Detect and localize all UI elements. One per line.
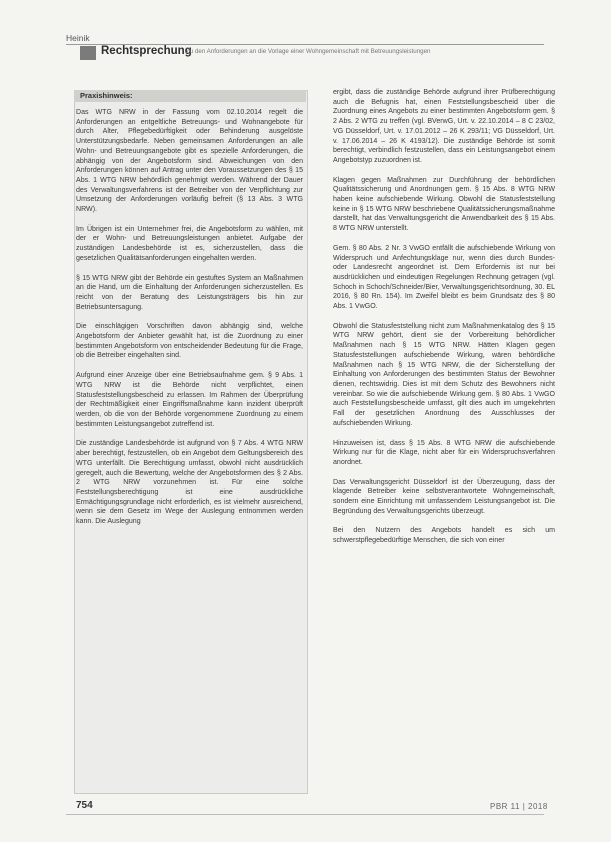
page-number: 754 <box>76 800 93 811</box>
section-title: Rechtsprechung <box>101 45 192 57</box>
issue-label: PBR 11 | 2018 <box>490 802 548 811</box>
section-marker <box>80 46 96 60</box>
left-paragraph: § 15 WTG NRW gibt der Behörde ein gestuftes System an Maßnahmen an die Hand, um die Einhaltung der Anforderungen sicherzustellen. Es reicht von der Beratung des Leistungsträgers bis hin zur Betriebsuntersagung. <box>76 274 303 311</box>
left-column <box>76 108 303 537</box>
right-paragraph: Obwohl die Statusfeststellung nicht zum Maßnahmenkatalog des § 15 WTG NRW gehört, dient sie der Vorbereitung behördlicher Maßnahmen nach § 15 WTG NRW. Hätten Klagen gegen Statusfeststellungen aufschiebende Wirkung, wären behördliche Maßnahmen nach § 15 WTG NRW, die der Sicherstellung der Einhaltung von Anforderungen des bestimmten Status der Bewohner dienen, rechtswidrig. Dies ist mit dem Schutz des Bewohners nicht vereinbar. So wie die aufschiebende Wirkung gem. § 80 Abs. 1 VwGO auch Feststellungsbescheide umfasst, gilt dies auch im umgekehrten Fall der gesetzlichen Anordnung des Ausschlusses der aufschiebenden Wirkung. <box>333 322 555 427</box>
right-paragraph: Das Verwaltungsgericht Düsseldorf ist der Überzeugung, dass der klagende Betreiber keine selbstverantwortete Wohngemeinschaft, sondern eine Einrichtung mit umfassendem Leistungsangebot ist. Die Begründung des Verwaltungsgerichts überzeugt. <box>333 478 555 515</box>
right-paragraph: Klagen gegen Maßnahmen zur Durchführung der behördlichen Qualitätssicherung und Anordnungen gem. § 15 Abs. 8 WTG NRW haben keine aufschiebende Wirkung. Obwohl die Statusfeststellung keine in § 15 WTG NRW beschriebene Qualitätssicherungsmaßnahme darstellt, hat das Verwaltungsgericht die Anwendbarkeit des § 15 Abs. 8 WTG NRW unterstellt. <box>333 176 555 233</box>
practice-box-title: Praxishinweis: <box>80 91 133 100</box>
section-subtitle: Zu den Anforderungen an die Vorlage einer Wohngemeinschaft mit Betreuungsleistungen <box>186 48 431 55</box>
left-paragraph: Die einschlägigen Vorschriften davon abhängig sind, welche Angebotsform der Anbieter gewählt hat, ist die Zuordnung zu einer bestimmten Angebotsform von entscheidender Bedeutung für die Frage, ob die Betreiber eingehalten sind. <box>76 323 303 360</box>
right-paragraph: Hinzuweisen ist, dass § 15 Abs. 8 WTG NRW die aufschiebende Wirkung nur für die Klage, nicht aber für ein Widerspruchsverfahren anordnet. <box>333 439 555 466</box>
right-paragraph: Gem. § 80 Abs. 2 Nr. 3 VwGO entfällt die aufschiebende Wirkung von Widerspruch und Anfechtungsklage nur, wenn dies durch Bundes- oder Landesrecht angeordnet ist. Dem Erfordernis ist nur bei ausdrücklichen und eindeutigen Regelungen Rechnung getragen (vgl. Schoch in Schoch/Schneider/Bier, Verwaltungsgerichtsordnung, 30. EL 2016, § 80 Rn. 154). Im Zweifel bleibt es beim Grundsatz des § 80 Abs. 1 VwGO. <box>333 244 555 311</box>
right-column <box>333 88 555 556</box>
footer-rule <box>66 814 544 815</box>
author-name: Heinik <box>66 33 90 43</box>
left-paragraph: Das WTG NRW in der Fassung vom 02.10.2014 regelt die Anforderungen an entgeltliche Betreuungs- und Wohnangebote für durch Alter, Pflegebedürftigkeit oder Behinderung ausgelöste Unterstützungsbedarfe. Neben gemeinsamen Anforderungen an alle Wohn- und Betreuungsangebote gibt es spezielle Anforderungen, die abhängig von der Angebotsform sind. Abweichungen von den Anforderungen können auf Antrag unter den Voraussetzungen des § 15 Abs. 1 WTG NRW behördlich genehmigt werden. Während der Dauer des Verwaltungsverfahrens ist der Betreiber von der Verpflichtung zur Umsetzung der Anforderungen vorläufig befreit (§ 13 Abs. 3 WTG NRW). <box>76 109 303 214</box>
right-paragraph: Bei den Nutzern des Angebots handelt es sich um schwerstpflegebedürftige Menschen, die sich von einer <box>333 527 555 545</box>
right-paragraph: ergibt, dass die zuständige Behörde aufgrund ihrer Prüfberechtigung auch die Befugnis hat, einen Feststellungsbescheid über die Zuordnung eines Angebots zu einer bestimmten Angebotsform gem. § 2 Abs. 2 WTG zu treffen (vgl. BVerwG, Urt. v. 22.10.2014 – 8 C 23/02, VG Düsseldorf, Urt. v. 17.01.2012 – 26 K 293/11; VG Düsseldorf, Urt. v. 17.06.2014 – 26 K 4193/12). Die zuständige Behörde ist somit berechtigt, verbindlich festzustellen, dass ein Leistungsangebot einem Angebotstyp zuzuordnen ist. <box>333 89 555 164</box>
left-paragraph: Im Übrigen ist ein Unternehmer frei, die Angebotsform zu wählen, mit der er Wohn- und Betreuungsleistungen anbietet. Aufgabe der zuständigen Landesbehörde ist es, sicherzustellen, dass die gesetzlichen Qualitätsanforderungen eingehalten werden. <box>76 225 303 262</box>
left-paragraph: Die zuständige Landesbehörde ist aufgrund von § 7 Abs. 4 WTG NRW aber berechtigt, festzustellen, ob ein Angebot dem Geltungsbereich des WTG unterfällt. Die Berechtigung umfasst, obwohl nicht ausdrücklich geregelt, auch die Bewertung, welche der Angebotsformen des § 2 Abs. 2 WTG NRW vorzunehmen ist. Für eine solche Feststellungsberechtigung ist eine ausdrückliche Ermächtigungsgrundlage nicht erforderlich, es ist vielmehr ausreichend, wenn sie dem Gesetz im Wege der Auslegung entnommen werden kann. Die Auslegung <box>76 440 303 526</box>
left-paragraph: Aufgrund einer Anzeige über eine Betriebsaufnahme gem. § 9 Abs. 1 WTG NRW ist die Behörde nicht verpflichtet, einen Statusfeststellungsbescheid zu erlassen. Im Rahmen der Überprüfung der Rechtmäßigkeit einer Eingriffsmaßnahme kann inzident überprüft werden, ob die von der Behörde vorgenommene Zuordnung zu einem bestimmten Leistungsangebot zutreffend ist. <box>76 372 303 428</box>
